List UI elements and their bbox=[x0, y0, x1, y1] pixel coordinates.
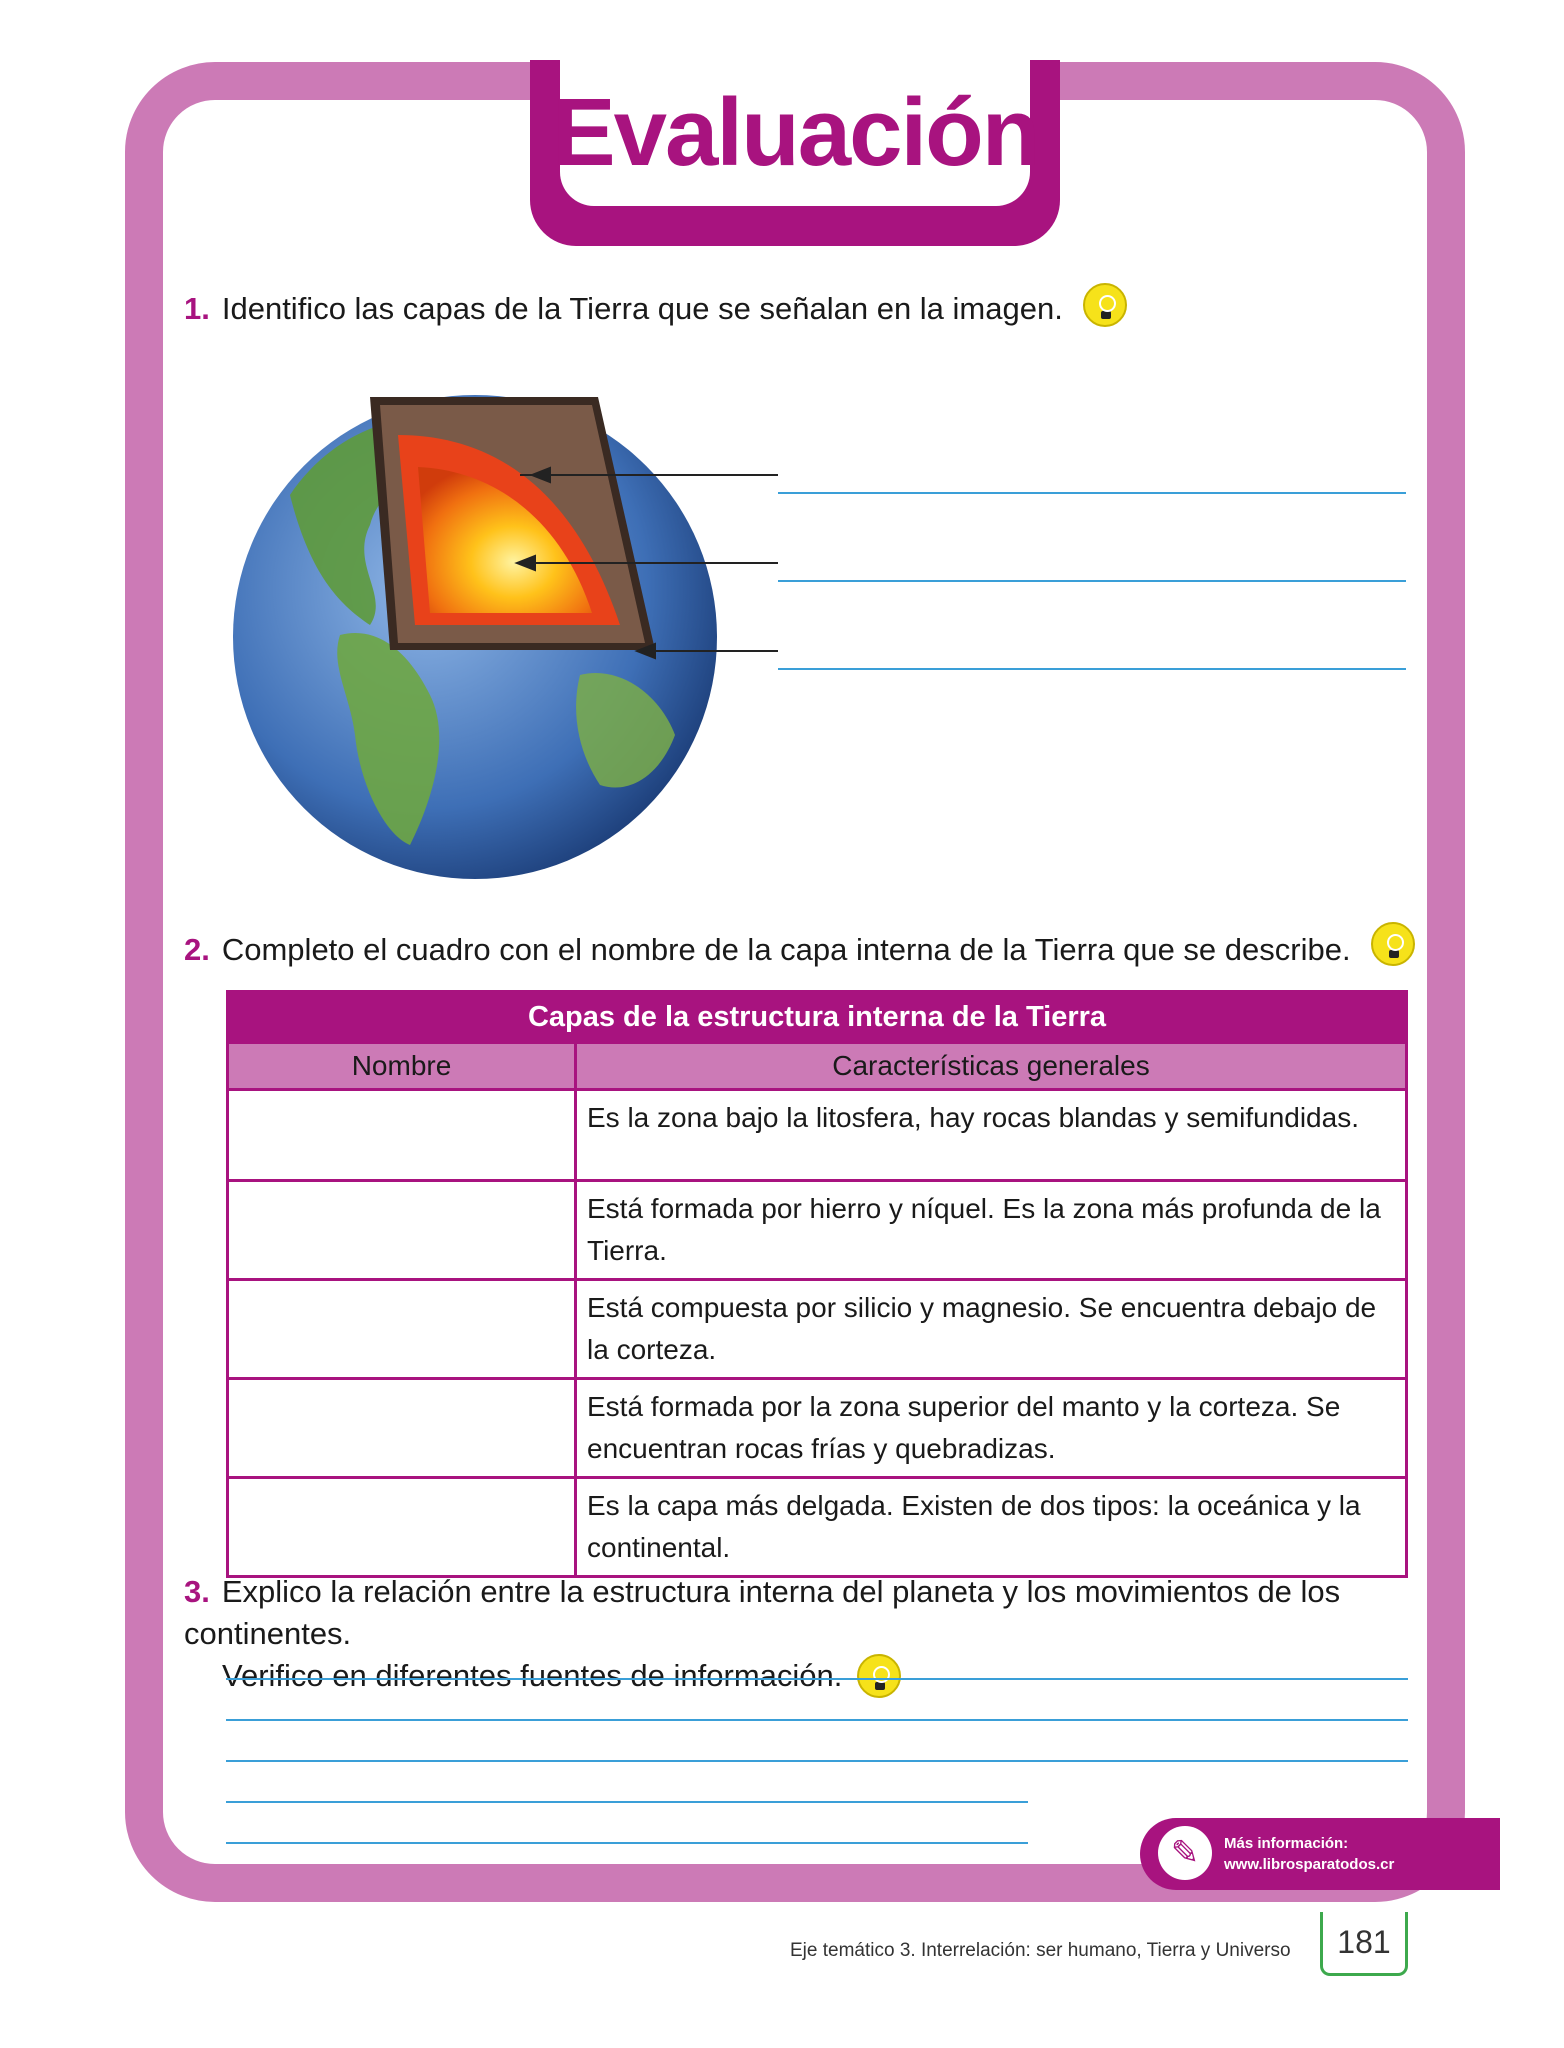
header-nombre: Nombre bbox=[228, 1043, 576, 1090]
table-caption-row bbox=[228, 992, 1407, 1043]
page-title: Evaluación bbox=[551, 79, 1039, 186]
question-text: Identifico las capas de la Tierra que se señalan en la imagen. bbox=[221, 291, 1063, 326]
description-cell: Está formada por hierro y níquel. Es la zona más profunda de la Tierra. bbox=[576, 1181, 1407, 1280]
lightbulb-icon bbox=[857, 1654, 901, 1698]
lightbulb-icon bbox=[1371, 922, 1415, 966]
question-number: 3. bbox=[184, 1574, 210, 1609]
lightbulb-icon bbox=[1083, 283, 1127, 327]
answer-line-q3-1[interactable] bbox=[226, 1678, 1408, 1680]
table-header-row bbox=[228, 1043, 1407, 1090]
pencil-icon: ✎ bbox=[1158, 1826, 1212, 1880]
answer-line-layer-2[interactable] bbox=[778, 580, 1406, 582]
header-caracteristicas: Características generales bbox=[576, 1043, 1407, 1090]
description-cell: Está formada por la zona superior del manto y la corteza. Se encuentran rocas frías y quebradizas. bbox=[576, 1379, 1407, 1478]
table-caption: Capas de la estructura interna de la Tierra bbox=[228, 992, 1407, 1043]
name-cell[interactable] bbox=[228, 1181, 576, 1280]
footer-axis-text: Eje temático 3. Interrelación: ser humano, Tierra y Universo bbox=[790, 1940, 1291, 1961]
earth-layers-table bbox=[226, 990, 1408, 1578]
answer-line-layer-1[interactable] bbox=[778, 492, 1406, 494]
more-info-badge[interactable] bbox=[1140, 1818, 1500, 1890]
earth-layers-illustration bbox=[220, 375, 740, 895]
question-number: 1. bbox=[184, 291, 210, 326]
answer-line-q3-3[interactable] bbox=[226, 1760, 1408, 1762]
question-number: 2. bbox=[184, 932, 210, 967]
question-3 bbox=[184, 1571, 1424, 1700]
description-cell: Es la zona bajo la litosfera, hay rocas blandas y semifundidas. bbox=[576, 1090, 1407, 1181]
name-cell[interactable] bbox=[228, 1090, 576, 1181]
question-text-line-1: Explico la relación entre la estructura interna del planeta y los movimientos de los continentes. bbox=[184, 1574, 1341, 1651]
question-text-line-2: Verifico en diferentes fuentes de información. bbox=[222, 1658, 843, 1693]
arrow-connector-2 bbox=[520, 562, 778, 564]
description-cell: Está compuesta por silicio y magnesio. Se encuentra debajo de la corteza. bbox=[576, 1280, 1407, 1379]
page-number: 181 bbox=[1320, 1912, 1408, 1976]
title-box bbox=[551, 60, 1039, 206]
answer-line-q3-4[interactable] bbox=[226, 1801, 1028, 1803]
answer-line-q3-2[interactable] bbox=[226, 1719, 1408, 1721]
table-row bbox=[228, 1181, 1407, 1280]
name-cell[interactable] bbox=[228, 1478, 576, 1577]
question-2 bbox=[184, 929, 1415, 974]
table-row bbox=[228, 1478, 1407, 1577]
table-row bbox=[228, 1379, 1407, 1478]
question-1 bbox=[184, 288, 1127, 333]
name-cell[interactable] bbox=[228, 1280, 576, 1379]
answer-line-q3-5[interactable] bbox=[226, 1842, 1028, 1844]
description-cell: Es la capa más delgada. Existen de dos tipos: la oceánica y la continental. bbox=[576, 1478, 1407, 1577]
name-cell[interactable] bbox=[228, 1379, 576, 1478]
arrow-connector-1 bbox=[520, 474, 778, 476]
more-info-label: Más información: bbox=[1224, 1835, 1349, 1852]
question-text: Completo el cuadro con el nombre de la capa interna de la Tierra que se describe. bbox=[221, 932, 1351, 967]
table-row bbox=[228, 1280, 1407, 1379]
arrow-connector-3 bbox=[640, 650, 778, 652]
table-row bbox=[228, 1090, 1407, 1181]
more-info-url[interactable]: www.librosparatodos.cr bbox=[1224, 1856, 1395, 1873]
answer-line-layer-3[interactable] bbox=[778, 668, 1406, 670]
